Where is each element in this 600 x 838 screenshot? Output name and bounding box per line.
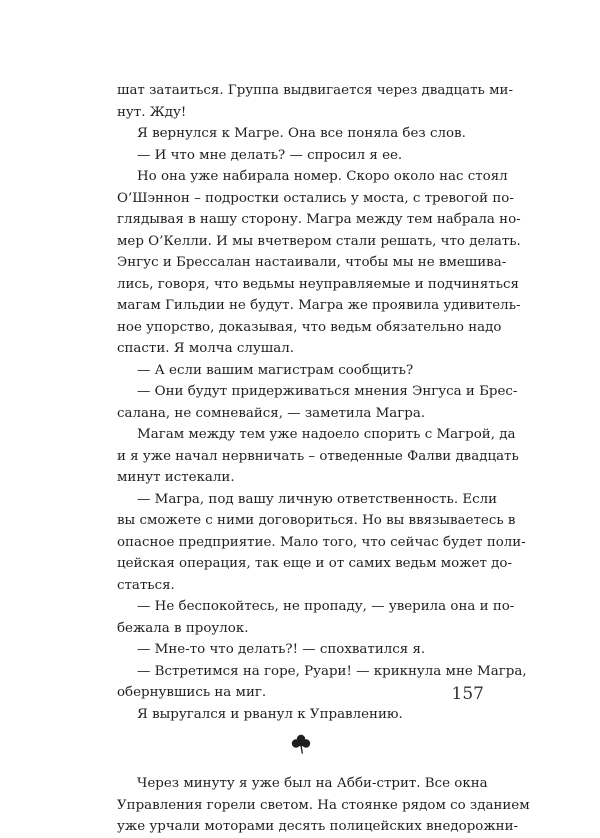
text-line: лись, говоря, что ведьмы неуправляемые и подчиняться: [117, 276, 519, 292]
text-line: ное упорство, доказывая, что ведьм обязательно надо: [117, 319, 502, 335]
text-block-top: [117, 80, 527, 725]
text-line: — Встретимся на горе, Руари! — крикнула мне Магра,: [137, 663, 527, 679]
text-line: Управления горели светом. На стоянке рядом со зданием: [117, 797, 530, 813]
text-line: — Мне-то что делать?! — спохватился я.: [137, 642, 426, 657]
text-line: глядывая в нашу сторону. Магра между тем набрала но-: [117, 212, 521, 227]
text-block-bottom: [117, 773, 530, 838]
text-line: мер О’Келли. И мы вчетвером стали решать, что делать.: [117, 233, 521, 249]
text-line: Энгус и Брессалан настаивали, чтобы мы не вмешива-: [117, 255, 507, 270]
text-line: шат затаиться. Группа выдвигается через двадцать ми-: [117, 83, 513, 98]
text-line: обернувшись на миг.: [117, 685, 267, 700]
text-line: и я уже начал нервничать – отведенные Фалви двадцать: [117, 448, 519, 464]
text-line: минут истекали.: [117, 470, 235, 485]
text-line: О’Шэннон – подростки остались у моста, с тревогой по-: [117, 190, 514, 206]
book-page-text: [117, 80, 530, 838]
text-line: цейская операция, так еще и от самих ведьм может до-: [117, 556, 512, 571]
text-line: бежала в проулок.: [117, 620, 249, 636]
text-line: Я вернулся к Магре. Она все поняла без слов.: [137, 126, 466, 141]
text-line: — Не беспокойтесь, не пропаду, — уверила она и по-: [137, 599, 515, 614]
text-line: уже урчали моторами десять полицейских внедорожни-: [117, 819, 519, 834]
text-line: спасти. Я молча слушал.: [117, 341, 294, 356]
text-line: — Магра, под вашу личную ответственность. Если: [137, 491, 498, 507]
page-number: 157: [451, 684, 484, 704]
text-line: опасное предприятие. Мало того, что сейчас будет поли-: [117, 534, 526, 550]
text-line: Магам между тем уже надоело спорить с Магрой, да: [137, 427, 516, 442]
text-line: — Они будут придерживаться мнения Энгуса и Брес-: [137, 384, 518, 399]
text-line: — А если вашим магистрам сообщить?: [137, 362, 414, 378]
section-ornament: [117, 725, 485, 763]
text-line: Я выругался и рванул к Управлению.: [137, 706, 403, 722]
text-line: салана, не сомневайся, — заметила Магра.: [117, 405, 426, 421]
text-line: магам Гильдии не будут. Магра же проявила удивитель-: [117, 298, 521, 313]
text-line: нут. Жду!: [117, 104, 187, 120]
text-line: Через минуту я уже был на Абби-стрит. Все окна: [137, 776, 488, 791]
text-line: вы сможете с ними договориться. Но вы ввязываетесь в: [117, 513, 516, 528]
text-line: Но она уже набирала номер. Скоро около нас стоял: [137, 169, 508, 184]
text-line: — И что мне делать? — спросил я ее.: [137, 147, 403, 163]
text-line: статься.: [117, 577, 175, 593]
clover-icon: [290, 733, 312, 755]
